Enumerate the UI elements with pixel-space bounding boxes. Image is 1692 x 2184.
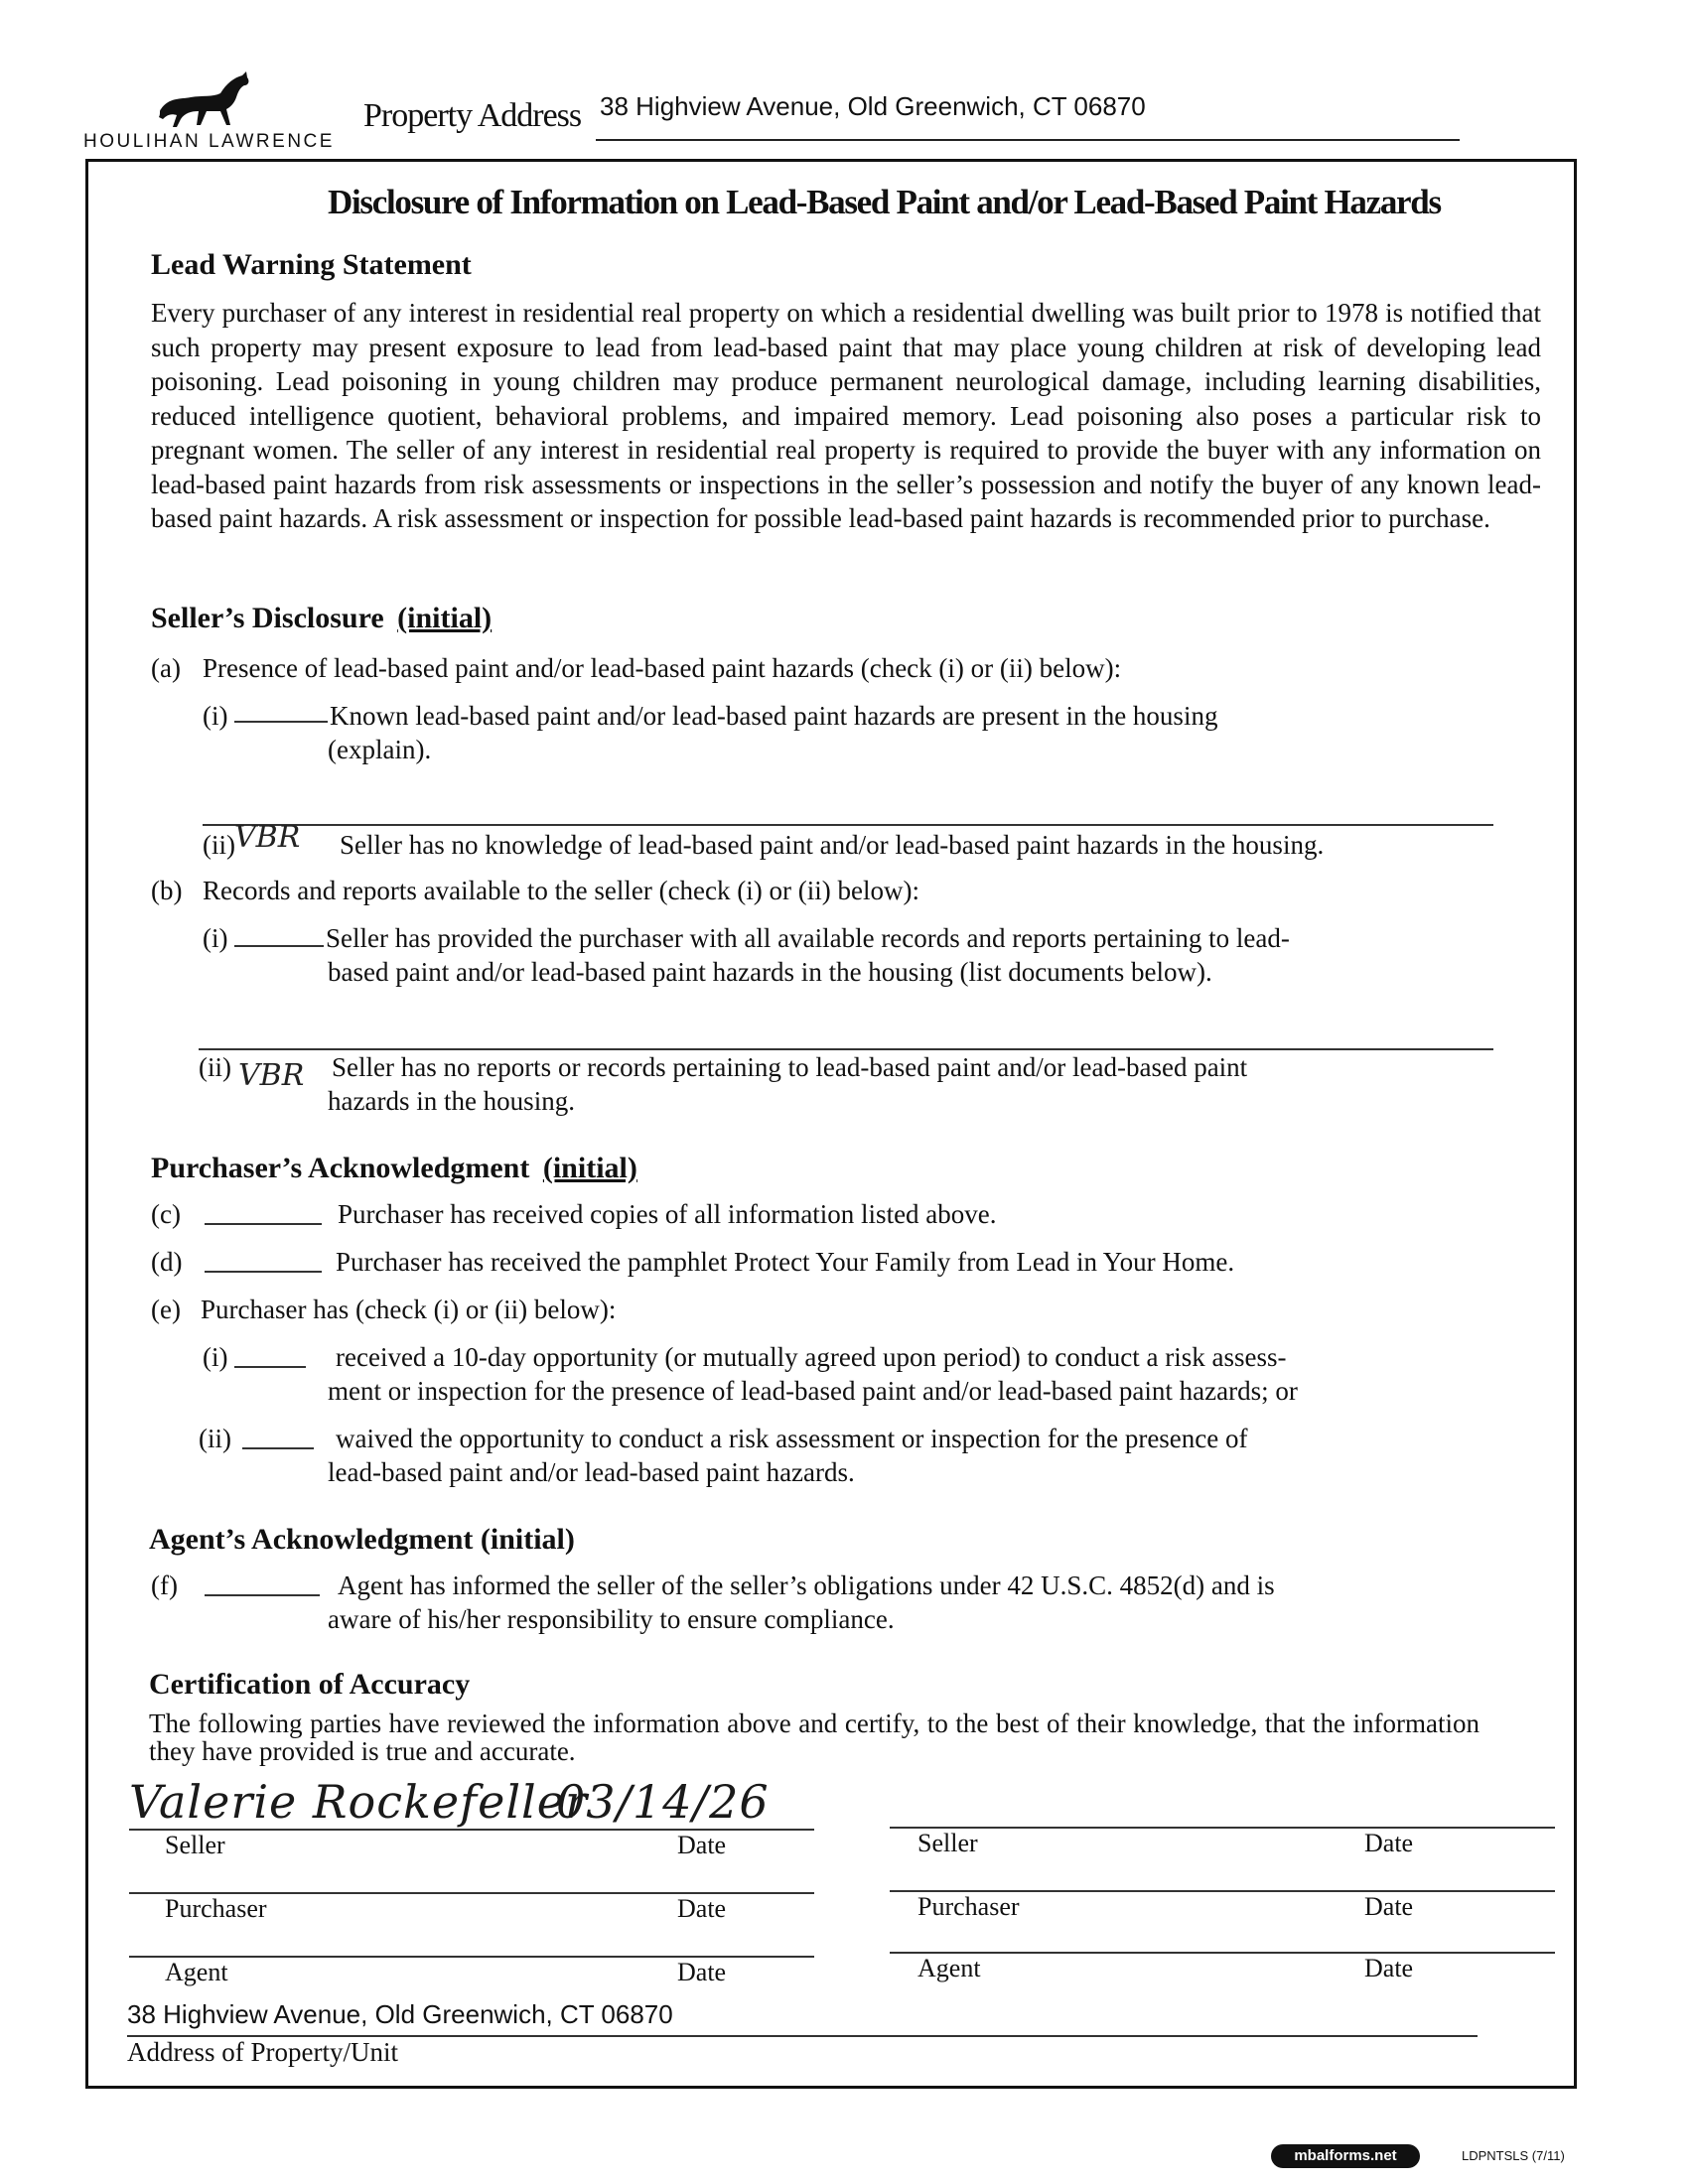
form-code: LDPNTSLS (7/11) — [1462, 2148, 1565, 2163]
lead-warning-body: Every purchaser of any interest in residential real property on which a residential dwelling was built prior to 1978 is notified that such property may present exposure to lead from lead-based paint that may place young children at risk of developing lead poisoning. Lead poisoning in young children may produce permanent neurological damage, including learning disabilities, reduced intelligence quotient, behavioral problems, and impaired memory. Lead poisoning also poses a particular risk to pregnant women. The seller of any interest in residential real property is required to provide the buyer with any information on lead-based paint hazards from risk assessments or inspections in the seller’s possession and notify the buyer of any known lead-based paint hazards. A risk assessment or inspection for possible lead-based paint hazards is recommended prior to purchase. — [151, 298, 1541, 533]
item-e-text: Purchaser has (check (i) or (ii) below): — [201, 1295, 617, 1324]
sellers-disclosure-initial: (initial) — [397, 602, 493, 634]
item-e-ii-label: (ii) — [199, 1424, 231, 1453]
purchaser-label-left: Purchaser — [165, 1894, 267, 1923]
item-a-ii-label: (ii) — [203, 830, 235, 860]
item-e-ii-initial-line[interactable] — [242, 1447, 314, 1449]
property-address-label: Property Address — [363, 97, 582, 134]
seller-signature-date: 03/14/26 — [556, 1775, 770, 1829]
purchaser-date-label-left: Date — [677, 1894, 727, 1923]
item-a-i-label: (i) — [203, 701, 228, 731]
item-b-ii-initials: VBR — [238, 1058, 305, 1093]
item-f-initial-line[interactable] — [205, 1594, 320, 1596]
seller-label-left: Seller — [165, 1831, 225, 1859]
certification-heading: Certification of Accuracy — [149, 1668, 471, 1701]
item-b-label: (b) — [151, 876, 183, 905]
item-f-label: (f) — [151, 1570, 178, 1600]
item-b-ii-text-2: hazards in the housing. — [328, 1086, 575, 1116]
mbalforms-badge: mbalforms.net — [1271, 2144, 1420, 2168]
item-b-i-initial-line[interactable] — [234, 945, 324, 947]
item-a-explain-line[interactable] — [203, 824, 1493, 826]
purchaser-label-right: Purchaser — [917, 1892, 1020, 1921]
horse-logo-icon — [151, 69, 260, 136]
sellers-disclosure-heading — [151, 602, 492, 635]
item-a-text: Presence of lead-based paint and/or lead-based paint hazards (check (i) or (ii) below): — [203, 653, 1122, 683]
certification-body: The following parties have reviewed the information above and certify, to the best of their knowledge, that the information they have provided is true and accurate. — [149, 1708, 1480, 1766]
sellers-disclosure-title: Seller’s Disclosure — [151, 602, 384, 634]
seller-signature-line-right[interactable] — [890, 1827, 1555, 1829]
seller-label-right: Seller — [917, 1829, 978, 1857]
item-d-label: (d) — [151, 1247, 183, 1277]
item-c-label: (c) — [151, 1199, 181, 1229]
purchaser-date-label-right: Date — [1364, 1892, 1414, 1921]
item-c-initial-line[interactable] — [205, 1223, 322, 1225]
item-b-text: Records and reports available to the seller (check (i) or (ii) below): — [203, 876, 919, 905]
item-f-text-2: aware of his/her responsibility to ensure compliance. — [328, 1604, 895, 1634]
item-e-label: (e) — [151, 1295, 181, 1324]
seller-signature: Valerie Rockefeller — [129, 1775, 588, 1829]
item-a-i-text-2: (explain). — [328, 735, 432, 764]
agent-date-label-left: Date — [677, 1958, 727, 1986]
property-address-value[interactable]: 38 Highview Avenue, Old Greenwich, CT 06870 — [600, 91, 1146, 121]
seller-date-label-left: Date — [677, 1831, 727, 1859]
agents-ack-heading: Agent’s Acknowledgment (initial) — [149, 1523, 575, 1556]
item-f-text-1: Agent has informed the seller of the seller’s obligations under 42 U.S.C. 4852(d) and is — [338, 1570, 1275, 1600]
purchasers-ack-title: Purchaser’s Acknowledgment — [151, 1152, 530, 1184]
item-a-label: (a) — [151, 653, 181, 683]
item-b-ii-text-1: Seller has no reports or records pertaining to lead-based paint and/or lead-based paint — [332, 1052, 1248, 1082]
page-title: Disclosure of Information on Lead-Based Paint and/or Lead-Based Paint Hazards — [328, 183, 1441, 221]
item-e-ii-text-2: lead-based paint and/or lead-based paint hazards. — [328, 1457, 855, 1487]
item-a-ii-text: Seller has no knowledge of lead-based paint and/or lead-based paint hazards in the housing. — [340, 830, 1325, 860]
item-b-i-text-1: Seller has provided the purchaser with all available records and reports pertaining to lead- — [326, 923, 1290, 953]
item-e-i-label: (i) — [203, 1342, 228, 1372]
address-of-property-value[interactable]: 38 Highview Avenue, Old Greenwich, CT 06870 — [127, 1999, 673, 2029]
purchasers-ack-heading — [151, 1152, 637, 1185]
purchasers-ack-initial: (initial) — [542, 1152, 637, 1184]
seller-date-label-right: Date — [1364, 1829, 1414, 1857]
item-b-i-text-2: based paint and/or lead-based paint hazards in the housing (list documents below). — [328, 957, 1212, 987]
item-b-ii-label: (ii) — [199, 1052, 231, 1082]
agent-date-label-right: Date — [1364, 1954, 1414, 1982]
item-e-ii-text-1: waived the opportunity to conduct a risk assessment or inspection for the presence of — [336, 1424, 1248, 1453]
item-a-ii-initials: VBR — [234, 820, 301, 855]
item-c-text: Purchaser has received copies of all information listed above. — [338, 1199, 997, 1229]
item-d-initial-line[interactable] — [205, 1271, 322, 1273]
item-d-text: Purchaser has received the pamphlet Protect Your Family from Lead in Your Home. — [336, 1247, 1235, 1277]
item-a-i-text-1: Known lead-based paint and/or lead-based paint hazards are present in the housing — [330, 701, 1218, 731]
brand-name: HOULIHAN LAWRENCE — [83, 131, 335, 152]
address-of-property-label: Address of Property/Unit — [127, 2037, 398, 2067]
lead-warning-heading: Lead Warning Statement — [151, 248, 472, 281]
agent-signature-line-right[interactable] — [890, 1952, 1555, 1954]
agent-label-left: Agent — [165, 1958, 228, 1986]
item-e-i-initial-line[interactable] — [234, 1366, 306, 1368]
item-e-i-text-2: ment or inspection for the presence of lead-based paint and/or lead-based paint hazards; or — [328, 1376, 1298, 1406]
agent-label-right: Agent — [917, 1954, 981, 1982]
item-b-i-label: (i) — [203, 923, 228, 953]
property-address-line — [596, 139, 1460, 141]
item-e-i-text-1: received a 10-day opportunity (or mutually agreed upon period) to conduct a risk assess- — [336, 1342, 1287, 1372]
